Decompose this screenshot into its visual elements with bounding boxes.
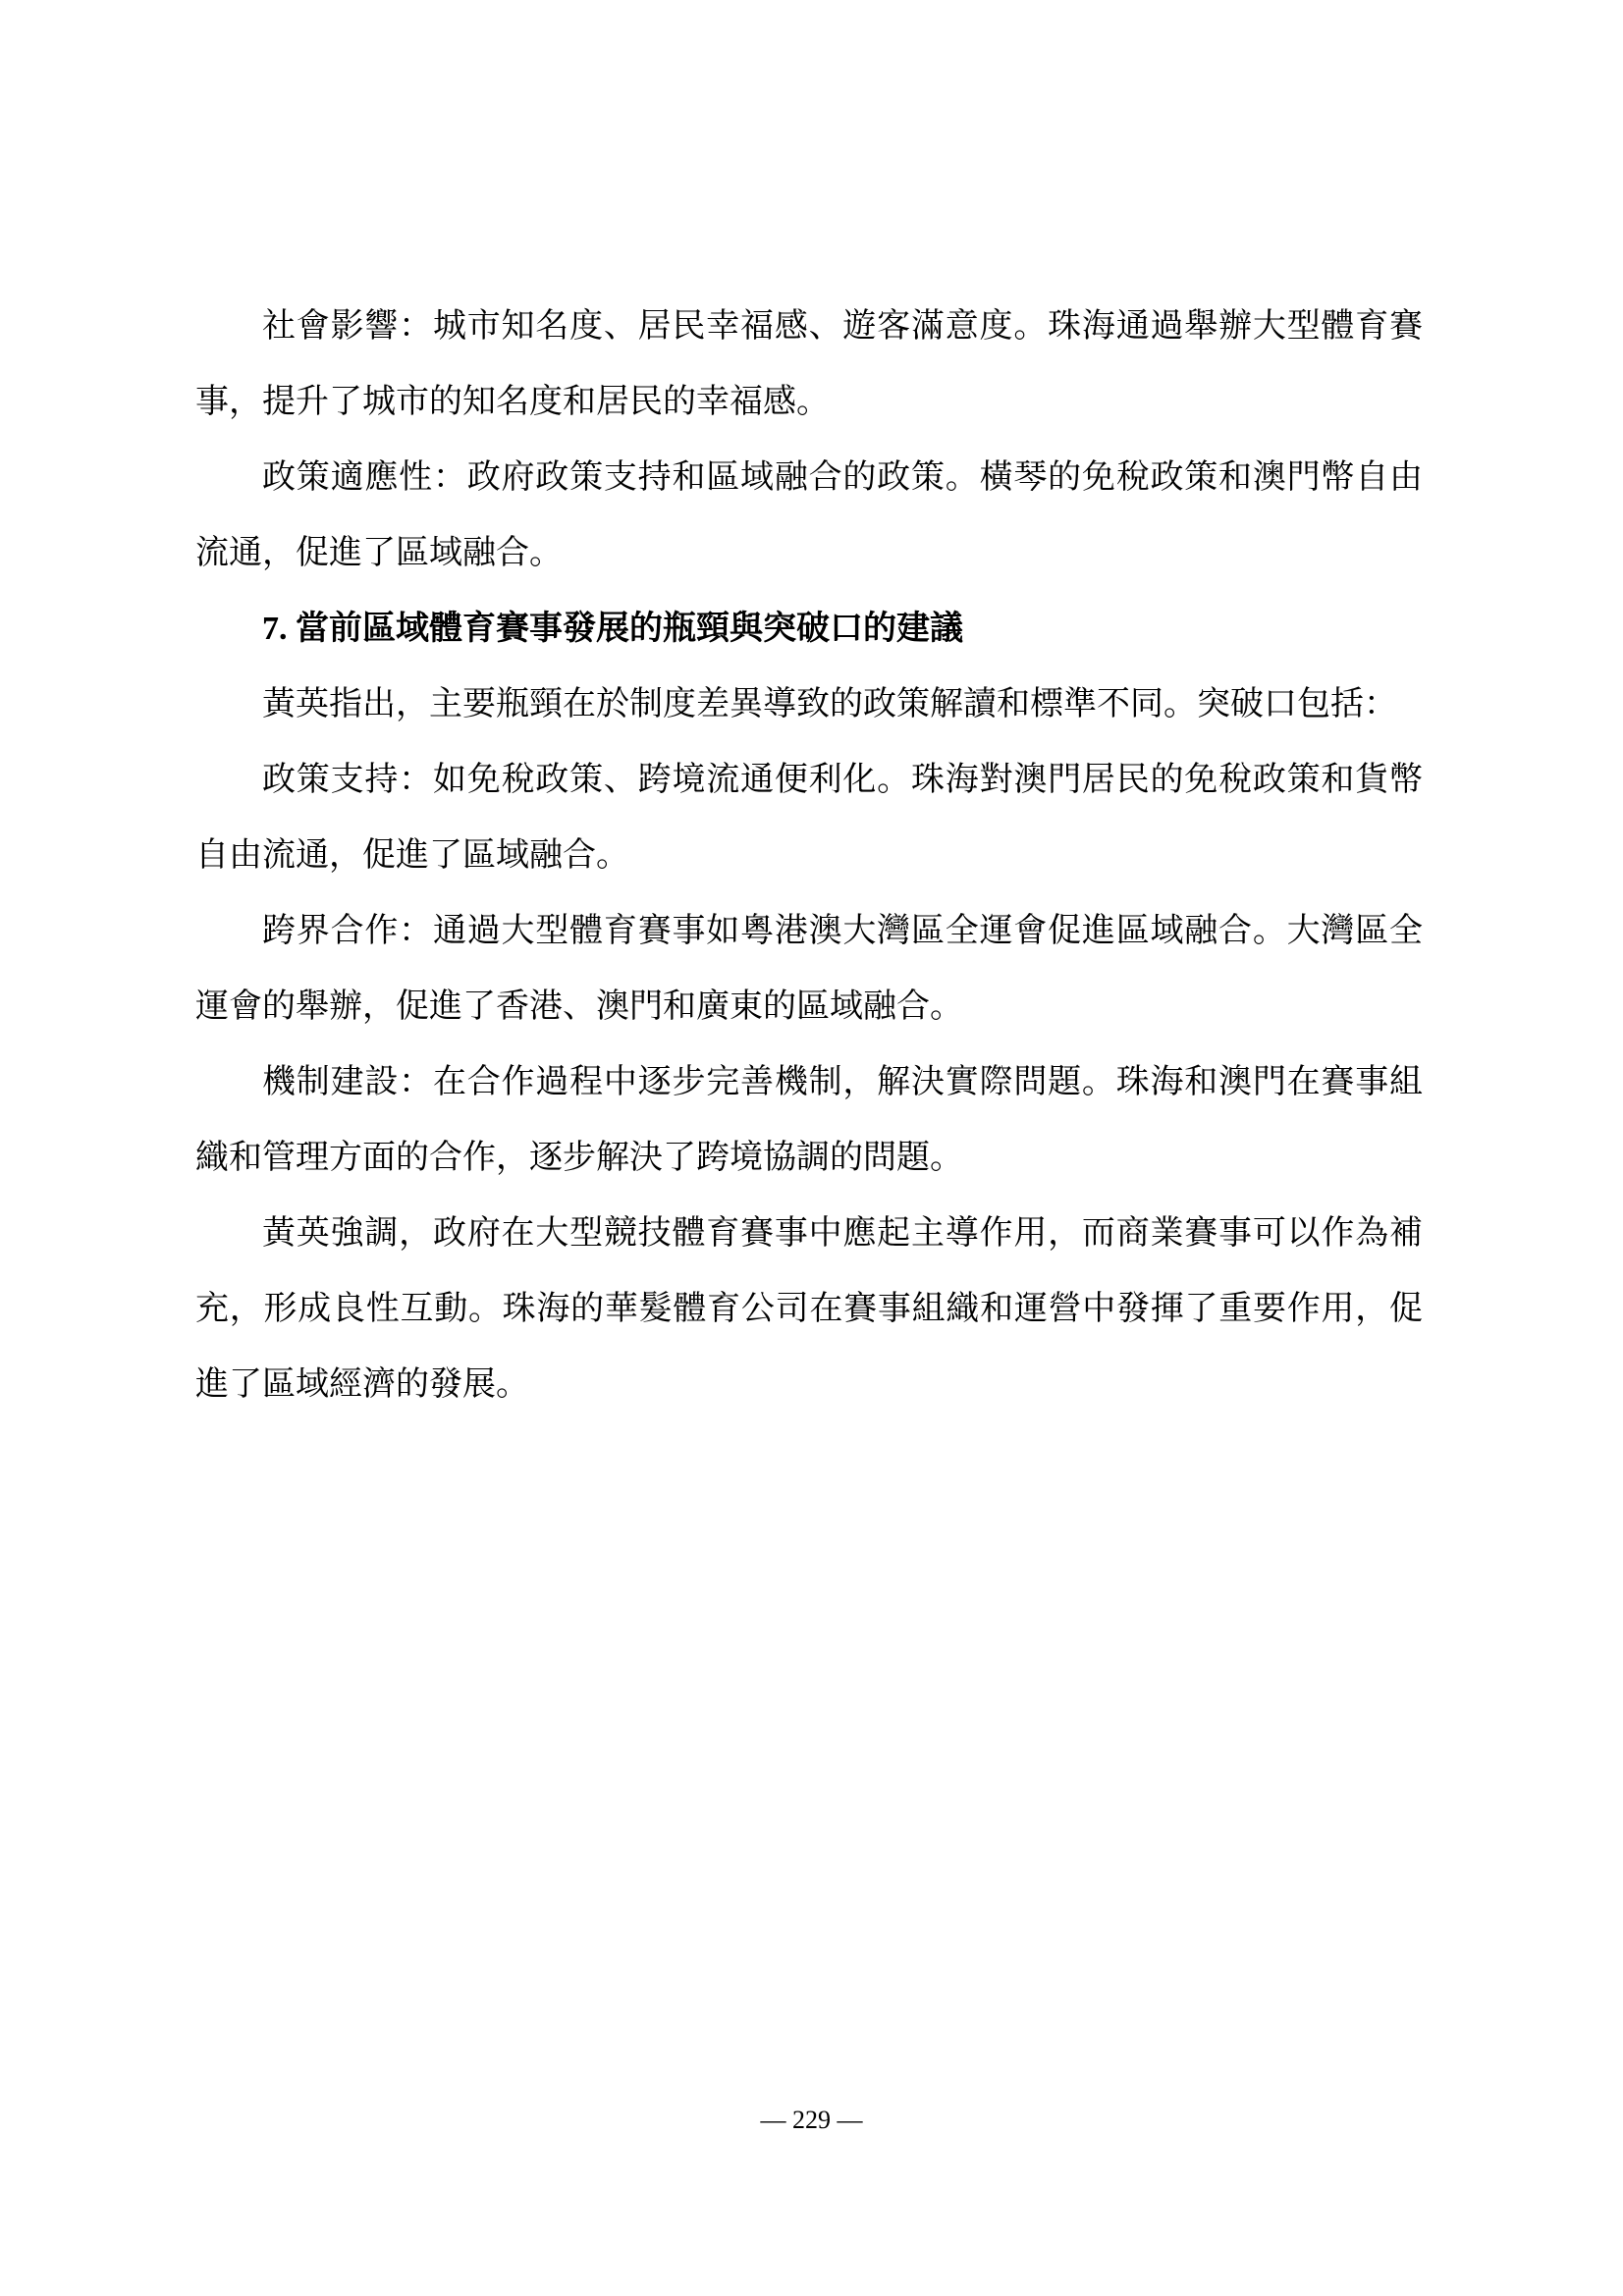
paragraph-policy-adaptability: 政策適應性：政府政策支持和區域融合的政策。橫琴的免稅政策和澳門幣自由流通，促進了區域融合。 <box>195 459 1423 571</box>
paragraph-bottleneck-intro: 黃英指出，主要瓶頸在於制度差異導致的政策解讀和標準不同。突破口包括： <box>262 686 1397 722</box>
paragraph-mechanism-building: 機制建設：在合作過程中逐步完善機制，解決實際問題。珠海和澳門在賽事組織和管理方面的合作，逐步解決了跨境協調的問題。 <box>195 1064 1423 1176</box>
paragraph-government-role: 黃英強調，政府在大型競技體育賽事中應起主導作用，而商業賽事可以作為補充，形成良性互動。珠海的華髮體育公司在賽事組織和運營中發揮了重要作用，促進了區域經濟的發展。 <box>195 1215 1423 1403</box>
document-body <box>195 289 1423 1422</box>
paragraph-social-impact: 社會影響：城市知名度、居民幸福感、遊客滿意度。珠海通過舉辦大型體育賽事，提升了城市的知名度和居民的幸福感。 <box>195 308 1423 420</box>
paragraph-cross-border-cooperation: 跨界合作：通過大型體育賽事如粵港澳大灣區全運會促進區域融合。大灣區全運會的舉辦，促進了香港、澳門和廣東的區域融合。 <box>195 913 1423 1025</box>
section-heading: 7. 當前區域體育賽事發展的瓶頸與突破口的建議 <box>262 611 963 647</box>
page-number: — 229 — <box>760 2106 863 2134</box>
paragraph-policy-support: 政策支持：如免稅政策、跨境流通便利化。珠海對澳門居民的免稅政策和貨幣自由流通，促進了區域融合。 <box>195 762 1423 874</box>
